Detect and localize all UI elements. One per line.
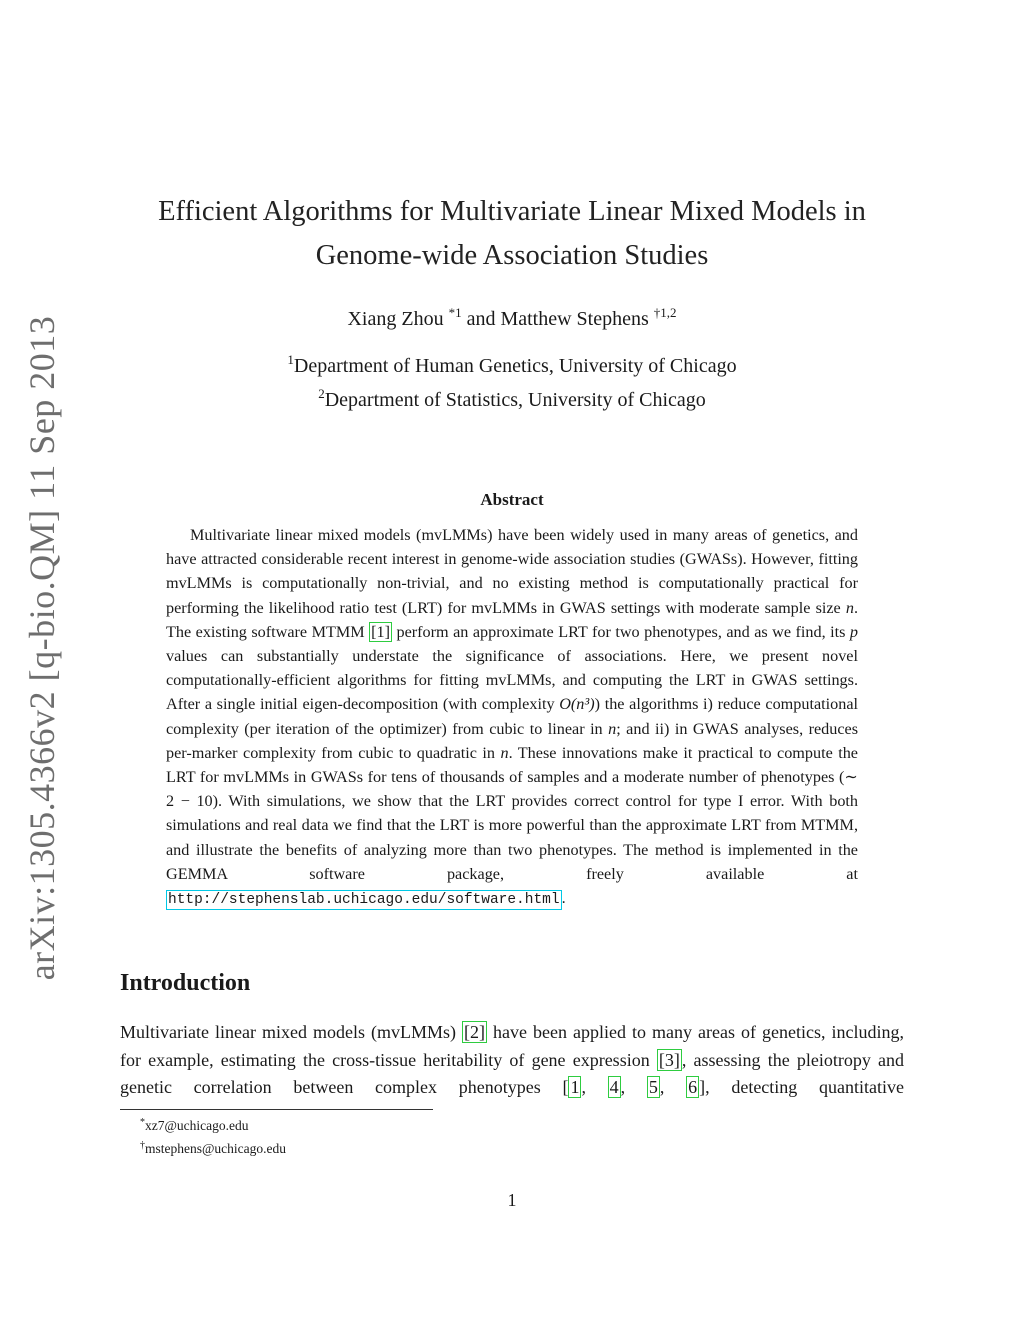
citation-link[interactable]: [2] xyxy=(464,1022,486,1042)
abstract-text xyxy=(166,523,858,910)
affiliations xyxy=(120,346,904,414)
abstract-segment: . These innovations make it practical to compute the LRT for mvLMMs in GWASs for tens of thousands of samples and a moderate number of phenotypes (∼ 2 − 10). With simulations, we show that the LRT provides correct control for type I error. With both simulations and real data we find that the LRT is more powerful than the approximate LRT from MTMM, and illustrate the benefits of analyzing more than two phenotypes. The method is implemented in the GEMMA software package, freely available at xyxy=(166,743,858,883)
arxiv-identifier: arXiv:1305.4366v2 [q-bio.QM] 11 Sep 2013 xyxy=(22,315,62,981)
footnote-1 xyxy=(140,1113,286,1136)
footnotes xyxy=(140,1113,286,1159)
title-line-1: Efficient Algorithms for Multivariate Linear Mixed Models in xyxy=(158,196,866,227)
intro-segment: , assessing the pleiotropy and genetic correlation between complex phenotypes xyxy=(120,1049,905,1097)
abstract-segment: . xyxy=(561,889,566,908)
abstract-segment: perform an approximate LRT for two phenotypes, and as we find, its xyxy=(392,622,850,641)
footnote-mark: † xyxy=(140,1140,145,1151)
footnote-mark: * xyxy=(140,1117,145,1128)
title-line-2: Genome-wide Association Studies xyxy=(315,240,709,271)
footnote-email: xz7@uchicago.edu xyxy=(145,1118,249,1133)
citation-link[interactable]: 5 xyxy=(648,1077,658,1097)
math-n: n xyxy=(500,743,509,762)
citation-link[interactable]: 6 xyxy=(688,1077,698,1097)
affiliation-1-mark: 1 xyxy=(287,352,294,367)
author-1-marks: *1 xyxy=(448,305,462,320)
citation-bracket: ] xyxy=(699,1077,706,1097)
affiliation-1 xyxy=(120,346,904,380)
citation-link[interactable]: [3] xyxy=(658,1049,680,1070)
math-complexity: O(n³) xyxy=(559,695,595,714)
footnote-email: mstephens@uchicago.edu xyxy=(145,1141,287,1156)
paper-title xyxy=(120,190,904,278)
software-url-link[interactable]: http://stephenslab.uchicago.edu/software.html xyxy=(168,892,560,909)
page-number: 1 xyxy=(507,1190,517,1210)
abstract-segment: . The existing software MTMM xyxy=(166,598,858,641)
math-p: p xyxy=(849,622,858,641)
intro-segment: have been applied to many areas of genetics, including, for example, estimating the cross-tissue heritability of gene expression xyxy=(120,1022,905,1070)
affiliation-2 xyxy=(120,380,904,414)
math-n: n xyxy=(845,598,854,617)
abstract-segment: values can substantially understate the significance of associations. Here, we present novel computationally-efficient algorithms for fitting mvLMMs, and computing the LRT in GWAS settings. After a single initial eigen-decomposition (with complexity xyxy=(166,647,858,714)
affiliation-1-text: Department of Human Genetics, University of Chicago xyxy=(293,355,737,377)
author-list xyxy=(120,299,904,333)
math-n: n xyxy=(608,719,617,738)
author-2-marks: †1,2 xyxy=(653,305,677,320)
author-name-1: Xiang Zhou xyxy=(347,308,444,330)
intro-segment: Multivariate linear mixed models (mvLMMs) xyxy=(120,1022,463,1042)
citation-link[interactable]: 1 xyxy=(570,1077,580,1097)
author-name-2: Matthew Stephens xyxy=(500,308,649,330)
citation-bracket: [ xyxy=(562,1077,569,1097)
abstract-segment: ; and ii) in GWAS analyses, reduces per-marker complexity from cubic to quadratic in xyxy=(166,719,859,762)
abstract-heading: Abstract xyxy=(480,490,544,509)
affiliation-2-text: Department of Statistics, University of Chicago xyxy=(324,389,706,411)
author-conjunction: and xyxy=(466,308,496,330)
footnote-2 xyxy=(140,1136,286,1159)
footnote-divider xyxy=(120,1109,433,1110)
introduction-heading: Introduction xyxy=(120,970,251,996)
introduction-text: Multivariate linear mixed models (mvLMMs) [2] have been applied to many areas of genetics, including, for example, estimating the cross-tissue heritability of gene expression [3] , assessing the pleiotropy and genetic correlation between complex phenotypes [ 1 , 4 , 5 , 6 ], detecting quantitative xyxy=(120,1022,905,1097)
citation-link[interactable]: [1] xyxy=(371,622,390,641)
abstract-segment: Multivariate linear mixed models (mvLMMs) have been widely used in many areas of genetics, and have attracted considerable recent interest in genome-wide association studies (GWASs). However, fitting mvLMMs is computationally non-trivial, and no existing method is computationally practical for performing the likelihood ratio test (LRT) for mvLMMs in GWAS settings with moderate sample size xyxy=(166,526,858,617)
citation-link[interactable]: 4 xyxy=(609,1077,619,1097)
intro-segment: , detecting quantitative xyxy=(705,1077,904,1097)
abstract-segment: ) the algorithms i) reduce computational complexity (per iteration of the optimizer) from cubic to linear in xyxy=(166,695,859,738)
affiliation-2-mark: 2 xyxy=(318,386,325,401)
